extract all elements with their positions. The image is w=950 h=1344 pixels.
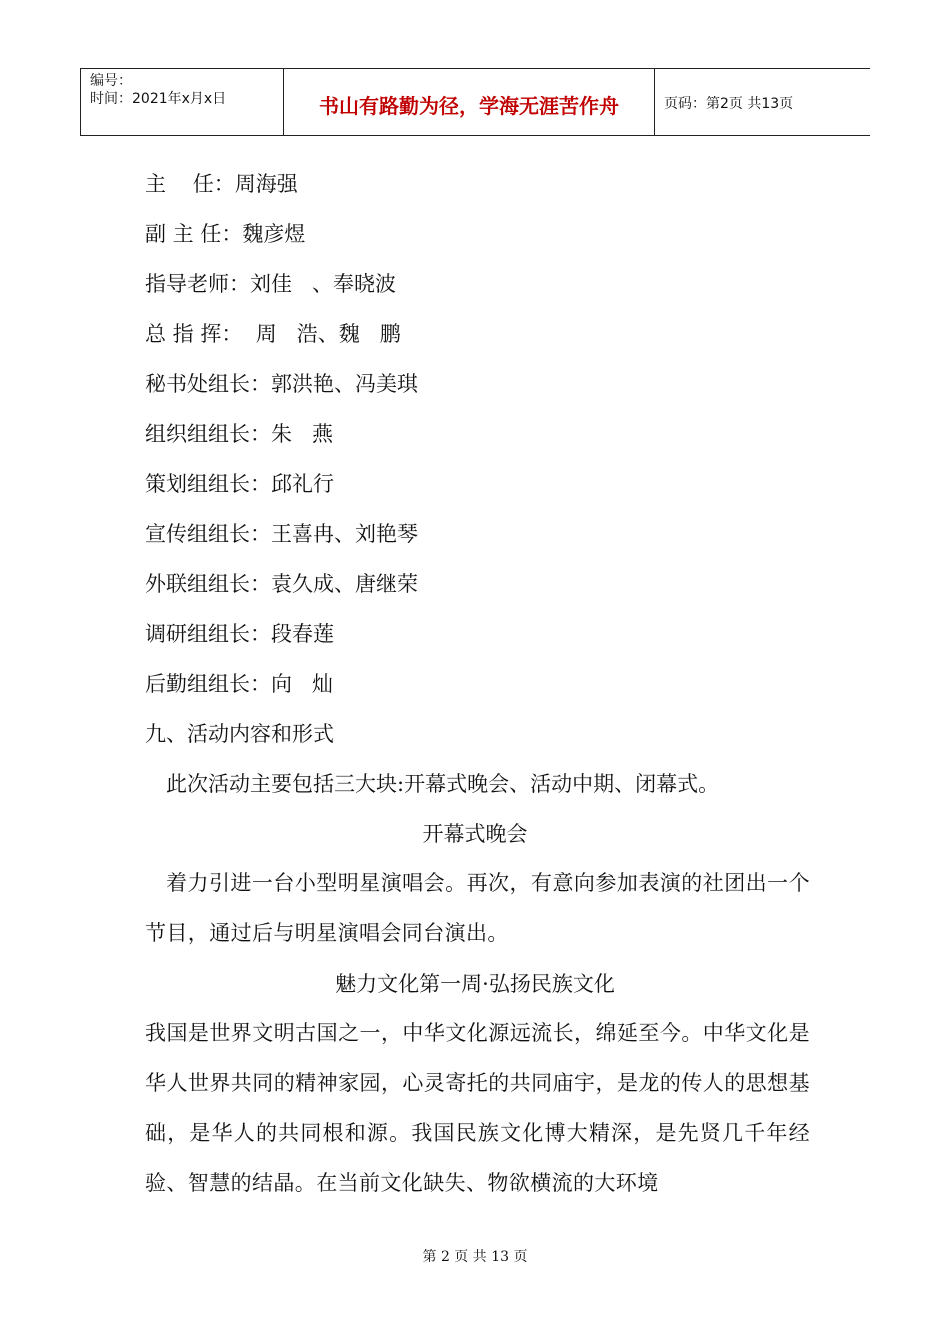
paragraph-opening-gala: 着力引进一台小型明星演唱会。再次，有意向参加表演的社团出一个节目，通过后与明星演唱会同台演出。 bbox=[145, 871, 810, 945]
roster-director: 主 任：周海强 bbox=[145, 172, 298, 196]
roster-external-relations: 外联组组长：袁久成、唐继荣 bbox=[145, 572, 418, 596]
roster-research: 调研组组长：段春莲 bbox=[145, 622, 334, 646]
roster-commanders: 总 指 挥： 周 浩、魏 鹏 bbox=[145, 322, 401, 346]
paragraph-culture-week: 我国是世界文明古国之一，中华文化源远流长，绵延至今。中华文化是华人世界共同的精神家园，心灵寄托的共同庙宇，是龙的传人的思想基础，是华人的共同根和源。我国民族文化博大精深，是先贤几千年经验、智慧的结晶。在当前文化缺失、物欲横流的大环境 bbox=[145, 1021, 810, 1195]
roster-secretariat: 秘书处组长：郭洪艳、冯美琪 bbox=[145, 372, 418, 396]
page-footer: 第 2 页 共 13 页 bbox=[422, 1249, 528, 1265]
header-meta-cell bbox=[80, 69, 283, 135]
roster-logistics: 后勤组组长：向 灿 bbox=[145, 672, 334, 696]
roster-publicity: 宣传组组长：王喜冉、刘艳琴 bbox=[145, 522, 418, 546]
document-time-label: 时间：2021年x月x日 bbox=[90, 91, 227, 107]
roster-advisors: 指导老师：刘佳 、奉晓波 bbox=[145, 272, 397, 296]
subheading-culture-week: 魅力文化第一周·弘扬民族文化 bbox=[335, 972, 615, 996]
header-page-label: 页码：第2页 共13页 bbox=[664, 96, 794, 112]
section-title: 九、活动内容和形式 bbox=[145, 722, 334, 746]
header-motto: 书山有路勤为径，学海无涯苦作舟 bbox=[283, 69, 655, 135]
roster-planning: 策划组组长：邱礼行 bbox=[145, 472, 334, 496]
roster-deputy-director: 副 主 任：魏彦煜 bbox=[145, 222, 306, 246]
document-number-label: 编号： bbox=[90, 73, 132, 89]
subheading-opening-gala: 开幕式晚会 bbox=[422, 822, 528, 846]
roster-organization: 组织组组长：朱 燕 bbox=[145, 422, 334, 446]
page-header bbox=[80, 68, 870, 136]
intro-text: 此次活动主要包括三大块:开幕式晚会、活动中期、闭幕式。 bbox=[166, 772, 720, 796]
